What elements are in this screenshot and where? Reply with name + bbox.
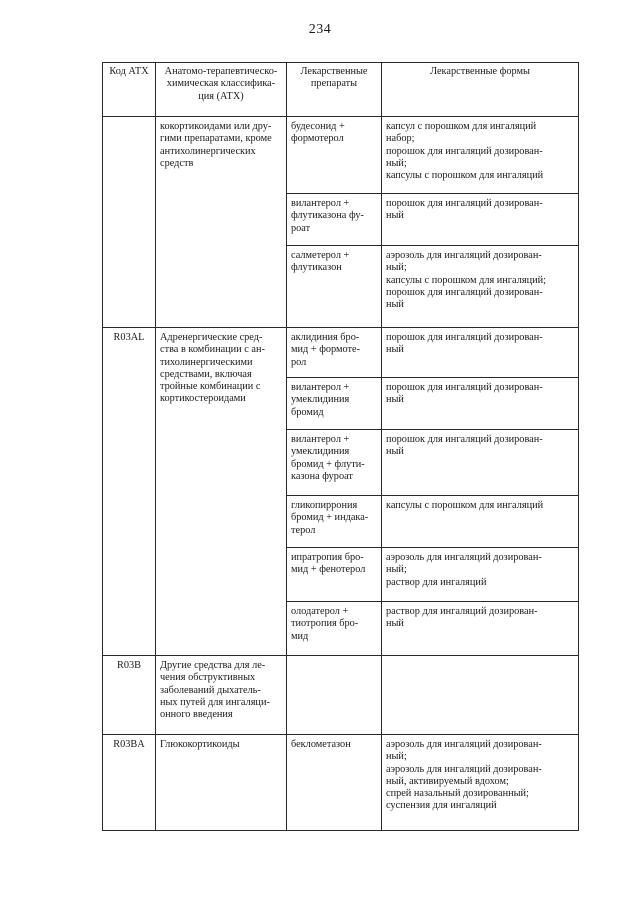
- drug-cell: вилантерол + умеклидиния бромид: [287, 378, 382, 430]
- form-cell: аэрозоль для ингаляций дозирован- ный; раствор для ингаляций: [382, 548, 579, 602]
- drug-cell: [287, 656, 382, 735]
- header-drugs: Лекарственные препараты: [287, 63, 382, 117]
- table-header-row: [103, 63, 579, 117]
- atx-table: [102, 62, 579, 831]
- header-forms: Лекарственные формы: [382, 63, 579, 117]
- form-cell: капсулы с порошком для ингаляций: [382, 496, 579, 548]
- drug-cell: аклидиния бро- мид + формоте- рол: [287, 328, 382, 378]
- form-cell: капсул с порошком для ингаляций набор; порошок для ингаляций дозирован- ный; капсулы с порошком для ингаляций: [382, 117, 579, 194]
- form-cell: аэрозоль для ингаляций дозирован- ный; аэрозоль для ингаляций дозирован- ный, активируемый вдохом; спрей назальный дозированный; суспензия для ингаляций: [382, 735, 579, 831]
- code-cell: R03AL: [103, 328, 156, 656]
- drug-cell: будесонид + формотерол: [287, 117, 382, 194]
- table-row: [103, 735, 579, 831]
- header-code: Код АТХ: [103, 63, 156, 117]
- code-cell: R03B: [103, 656, 156, 735]
- form-cell: порошок для ингаляций дозирован- ный: [382, 378, 579, 430]
- form-cell: порошок для ингаляций дозирован- ный: [382, 430, 579, 496]
- drug-cell: гликопиррония бромид + индака- терол: [287, 496, 382, 548]
- drug-cell: вилантерол + умеклидиния бромид + флути- казона фуроат: [287, 430, 382, 496]
- form-cell: раствор для ингаляций дозирован- ный: [382, 602, 579, 656]
- form-cell: [382, 656, 579, 735]
- table-row: [103, 117, 579, 194]
- form-cell: аэрозоль для ингаляций дозирован- ный; капсулы с порошком для ингаляций; порошок для ингаляций дозирован- ный: [382, 246, 579, 328]
- form-cell: порошок для ингаляций дозирован- ный: [382, 194, 579, 246]
- classification-cell: кокортикоидами или дру- гими препаратами, кроме антихолинергических средств: [156, 117, 287, 328]
- table-row: [103, 328, 579, 378]
- table-row: [103, 656, 579, 735]
- drug-cell: олодатерол + тиотропия бро- мид: [287, 602, 382, 656]
- header-classification: Анатомо-терапевтическо- химическая классифика- ция (АТХ): [156, 63, 287, 117]
- drug-cell: ипратропия бро- мид + фенотерол: [287, 548, 382, 602]
- code-cell: [103, 117, 156, 328]
- drug-cell: беклометазон: [287, 735, 382, 831]
- classification-cell: Адренергические сред- ства в комбинации с ан- тихолинергическими средствами, включая тройные комбинации с кортикостероидами: [156, 328, 287, 656]
- drug-cell: вилантерол + флутиказона фу- роат: [287, 194, 382, 246]
- form-cell: порошок для ингаляций дозирован- ный: [382, 328, 579, 378]
- classification-cell: Глюкокортикоиды: [156, 735, 287, 831]
- classification-cell: Другие средства для ле- чения обструктивных заболеваний дыхатель- ных путей для ингаляци- онного введения: [156, 656, 287, 735]
- code-cell: R03BA: [103, 735, 156, 831]
- drug-cell: салметерол + флутиказон: [287, 246, 382, 328]
- page-number: 234: [308, 22, 332, 37]
